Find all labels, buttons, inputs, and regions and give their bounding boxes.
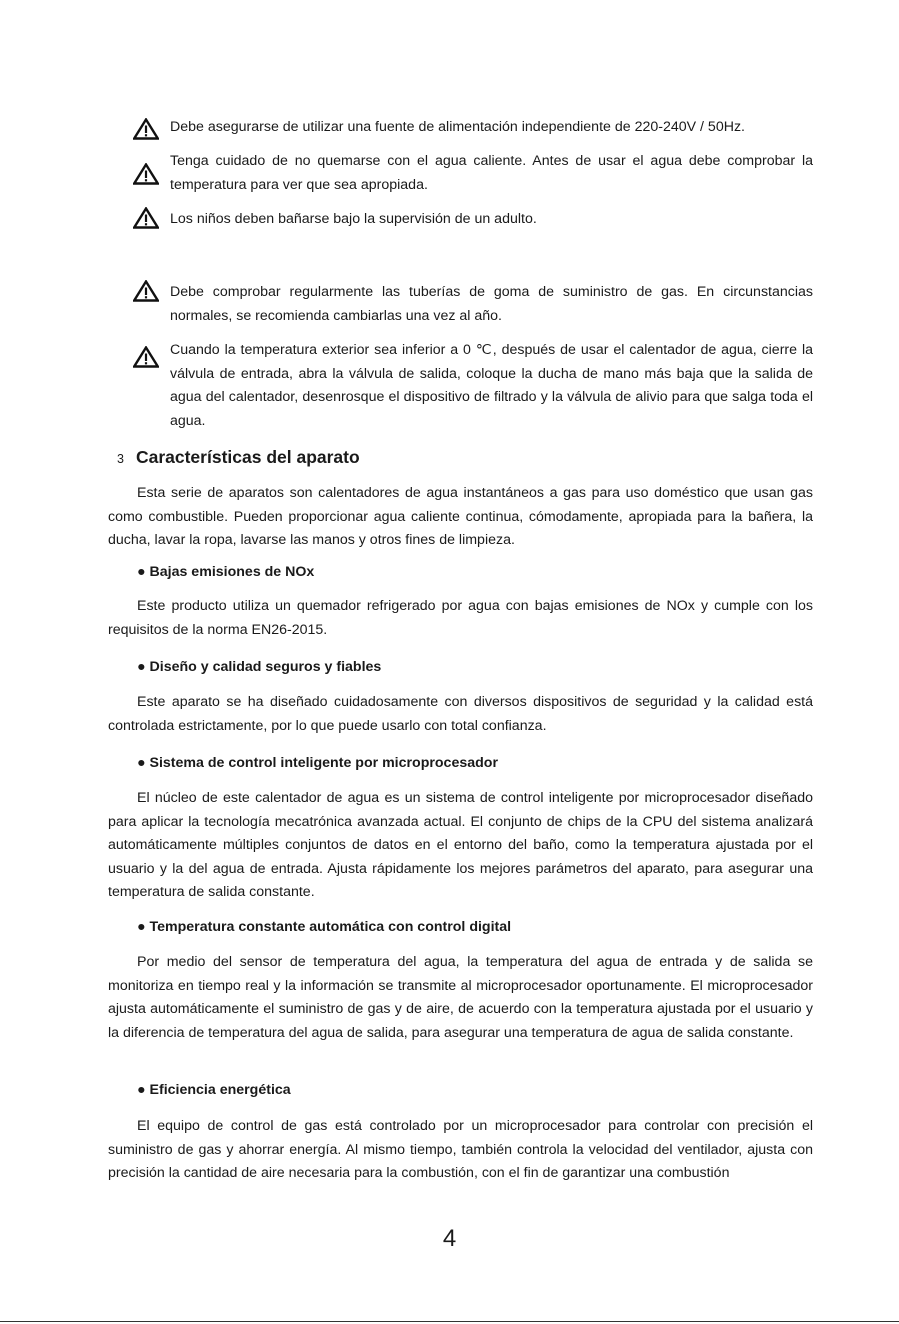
section-title: Características del aparato bbox=[135, 447, 360, 467]
feature-body-low-nox: Este producto utiliza un quemador refrigerado por agua con bajas emisiones de NOx y cumple con los requisitos de la norma EN26-2015. bbox=[108, 598, 813, 638]
feature-title-energy-efficiency: ● Eficiencia energética bbox=[137, 1082, 291, 1098]
warning-text-power-supply: Debe asegurarse de utilizar una fuente de alimentación independiente de 220-240V / 50Hz. bbox=[170, 119, 745, 135]
page-number: 4 bbox=[442, 1225, 457, 1252]
feature-body-constant-temperature: Por medio del sensor de temperatura del agua, la temperatura del agua de entrada y de salida se monitoriza en tiempo real y la información se transmite al microprocesador oportunamente. El microprocesador ajusta automáticamente el suministro de gas y de aire, de acuerdo con la temperatura ajustada por el usuario y la diferencia de temperatura del agua de salida, para asegurar una temperatura de agua de salida constante. bbox=[108, 954, 813, 1041]
feature-body-safety: Este aparato se ha diseñado cuidadosamente con diversos dispositivos de seguridad y la calidad está controlada estrictamente, por lo que puede usarlo con total confianza. bbox=[108, 694, 813, 734]
warning-triangle-icon bbox=[133, 346, 159, 368]
feature-body-energy-efficiency: El equipo de control de gas está controlado por un microprocesador para controlar con precisión el suministro de gas y ahorrar energía. Al mismo tiempo, también controla la velocidad del ventilador, ajusta con precisión la cantidad de aire necesaria para la combustión, con el fin de garantizar una combustión bbox=[108, 1118, 813, 1181]
warning-triangle-icon bbox=[133, 280, 159, 302]
feature-title-safety: ● Diseño y calidad seguros y fiables bbox=[137, 659, 382, 675]
section-number: 3 bbox=[117, 452, 124, 466]
warning-triangle-icon bbox=[133, 207, 159, 229]
warning-text-children: Los niños deben bañarse bajo la supervisión de un adulto. bbox=[170, 211, 537, 227]
warning-triangle-icon bbox=[133, 118, 159, 140]
feature-body-microprocessor: El núcleo de este calentador de agua es un sistema de control inteligente por microprocesador diseñado para aplicar la tecnología mecatrónica avanzada actual. El conjunto de chips de la CPU del sistema analizará automáticamente múltiples conjuntos de datos en el entorno del baño, como la temperatura ajustada por el usuario y la del agua de entrada. Ajusta rápidamente los mejores parámetros del aparato, para asegurar una temperatura de salida constante. bbox=[108, 790, 813, 900]
warning-text-hot-water: Tenga cuidado de no quemarse con el agua caliente. Antes de usar el agua debe comprobar la temperatura para ver que sea apropiada. bbox=[170, 153, 813, 193]
section-heading bbox=[117, 445, 360, 471]
section-intro-paragraph: Esta serie de aparatos son calentadores de agua instantáneos a gas para uso doméstico que usan gas como combustible. Pueden proporcionar agua caliente continua, cómodamente, apropiada para la bañera, la ducha, lavar la ropa, lavarse las manos y otros fines de limpieza. bbox=[108, 485, 813, 548]
feature-title-constant-temperature: ● Temperatura constante automática con control digital bbox=[137, 919, 512, 935]
warning-triangle-icon bbox=[133, 163, 159, 185]
feature-title-low-nox: ● Bajas emisiones de NOx bbox=[137, 564, 315, 580]
feature-title-microprocessor: ● Sistema de control inteligente por microprocesador bbox=[137, 755, 498, 771]
warning-text-frost: Cuando la temperatura exterior sea inferior a 0 ℃, después de usar el calentador de agua, cierre la válvula de entrada, abra la válvula de salida, coloque la ducha de mano más baja que la salida de agua del calentador, desenrosque el dispositivo de filtrado y la válvula de alivio para que salga toda el agua. bbox=[170, 342, 813, 429]
warning-text-gas-pipes: Debe comprobar regularmente las tuberías de goma de suministro de gas. En circunstancias normales, se recomienda cambiarlas una vez al año. bbox=[170, 284, 813, 324]
bottom-divider bbox=[0, 1321, 899, 1322]
